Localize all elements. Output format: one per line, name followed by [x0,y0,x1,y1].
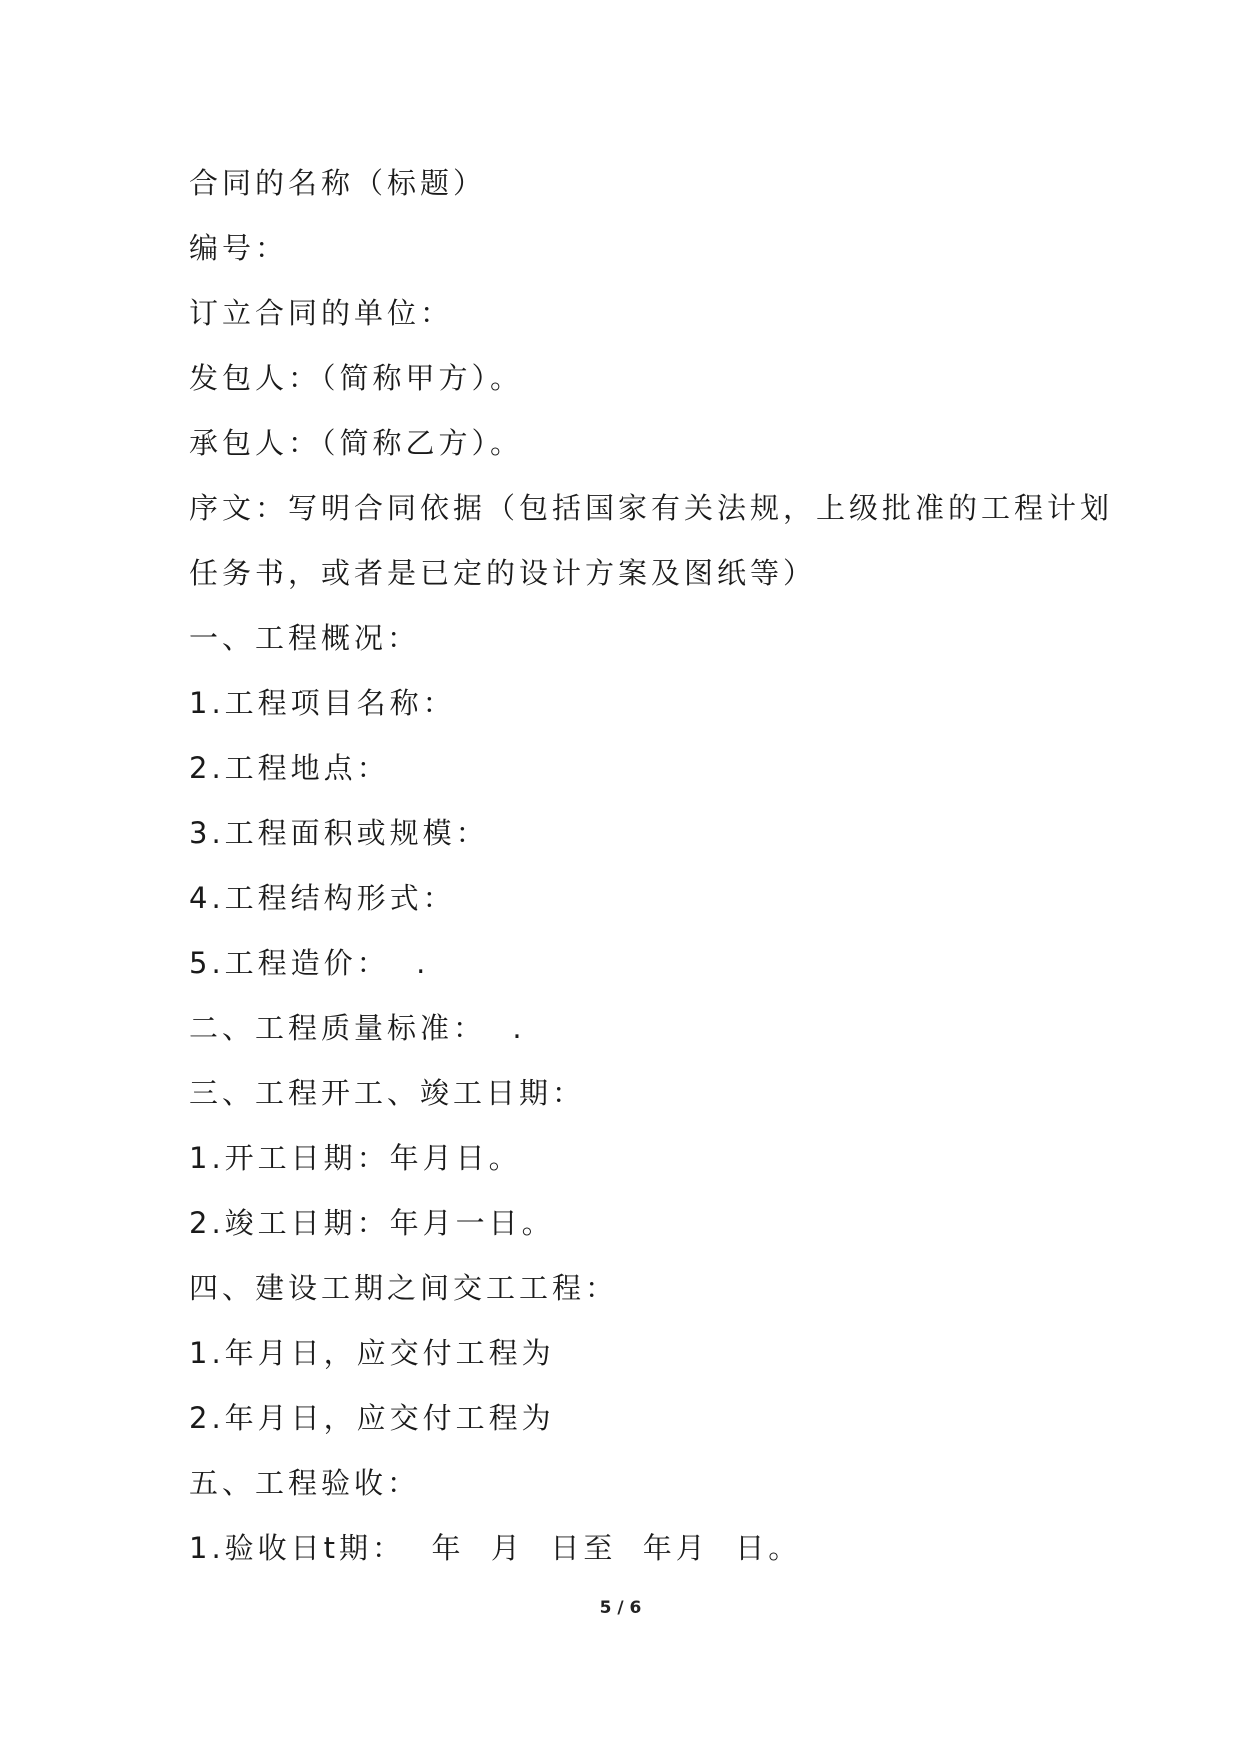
section-heading: 一、工程概况： [189,621,421,655]
list-item: 5.工程造价： . [189,946,430,980]
list-item: 1.开工日期：年月日。 [189,1141,522,1175]
list-item: 1.工程项目名称： [189,686,456,720]
section-heading: 三、工程开工、竣工日期： [189,1076,586,1110]
contract-number-line: 编号： [189,231,289,265]
page-number: 5 / 6 [599,1598,642,1618]
contractor-line: 承包人：（简称乙方）。 [189,426,524,460]
preamble-continuation-line: 任务书，或者是已定的设计方案及图纸等） [189,556,817,590]
list-item: 2.年月日，应交付工程为 [189,1401,555,1435]
document-body [189,158,1114,1588]
employer-line: 发包人：（简称甲方）。 [189,361,524,395]
list-item: 2.工程地点： [189,751,390,785]
preamble-line: 序文：写明合同依据（包括国家有关法规，上级批准的工程计划 [189,491,1114,525]
list-item: 1.年月日，应交付工程为 [189,1336,555,1370]
contracting-parties-line: 订立合同的单位： [189,296,454,330]
section-heading: 四、建设工期之间交工工程： [189,1271,619,1305]
list-item: 1.验收日t期： 年 月 日至 年月 日。 [189,1531,802,1565]
list-item: 3.工程面积或规模： [189,816,489,850]
contract-title-line: 合同的名称（标题） [189,166,487,200]
section-heading: 二、工程质量标准： . [189,1011,526,1045]
section-heading: 五、工程验收： [189,1466,421,1500]
list-item: 4.工程结构形式： [189,881,456,915]
list-item: 2.竣工日期：年月一日。 [189,1206,555,1240]
